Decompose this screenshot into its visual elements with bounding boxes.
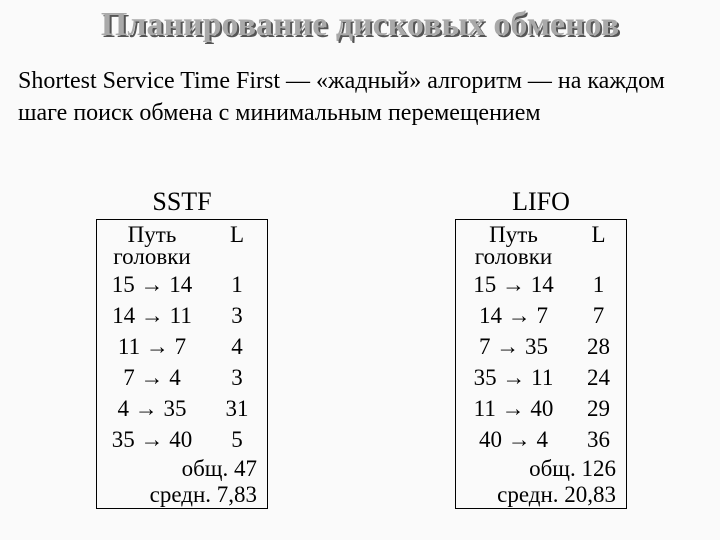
- lifo-path-cell: 35 → 11: [473, 364, 554, 390]
- table-row: [456, 424, 627, 455]
- sstf-path-cell: 15 → 14: [111, 272, 193, 298]
- table-row: [97, 301, 268, 332]
- table-row: [456, 270, 627, 301]
- lifo-l-cell: 29: [587, 395, 610, 421]
- sstf-header-path: Путь головки: [113, 222, 191, 269]
- page-title: Планирование дисковых обменов: [100, 6, 620, 43]
- table-row: [456, 331, 627, 362]
- table-row: [97, 393, 268, 424]
- intro-text: Shortest Service Time First — «жадный» алгоритм — на каждом шаге поиск обмена с минимальным перемещением: [18, 68, 665, 126]
- lifo-path-cell: 40 → 4: [479, 426, 548, 452]
- lifo-header-path: Путь головки: [474, 222, 553, 269]
- sstf-path-cell: 4 → 35: [117, 395, 187, 421]
- table-row: [97, 424, 268, 455]
- lifo-path-cell: 11 → 40: [473, 395, 554, 421]
- lifo-l-cell: 28: [587, 333, 610, 359]
- sstf-l-cell: 1: [231, 272, 243, 298]
- lifo-total: общ. 126: [529, 456, 616, 482]
- sstf-caption: SSTF: [152, 187, 212, 216]
- sstf-l-cell: 31: [225, 395, 249, 421]
- table-row: [97, 270, 268, 301]
- lifo-caption: LIFO: [512, 187, 570, 216]
- sstf-path-cell: 35 → 40: [111, 426, 193, 452]
- sstf-path-cell: 7 → 4: [123, 364, 181, 390]
- table-row: [97, 362, 268, 393]
- sstf-total: общ. 47: [181, 456, 257, 482]
- sstf-table: [96, 219, 268, 509]
- lifo-average: средн. 20,83: [497, 482, 616, 508]
- sstf-header-l: L: [229, 222, 245, 247]
- sstf-path-cell: 11 → 7: [117, 333, 187, 359]
- lifo-l-cell: 36: [587, 426, 610, 452]
- sstf-l-cell: 3: [231, 364, 243, 390]
- table-row: [456, 301, 627, 332]
- table-row: [97, 331, 268, 362]
- lifo-header-l: L: [591, 222, 606, 247]
- sstf-average: средн. 7,83: [149, 482, 257, 508]
- sstf-l-cell: 5: [231, 426, 243, 452]
- lifo-path-cell: 14 → 7: [479, 302, 548, 328]
- lifo-l-cell: 24: [587, 364, 610, 390]
- sstf-path-cell: 14 → 11: [112, 302, 192, 328]
- lifo-table: [455, 219, 627, 509]
- sstf-l-cell: 3: [231, 302, 243, 328]
- table-row: [456, 393, 627, 424]
- table-row: [456, 362, 627, 393]
- sstf-l-cell: 4: [231, 333, 243, 359]
- lifo-l-cell: 7: [592, 302, 605, 328]
- lifo-l-cell: 1: [592, 272, 605, 298]
- lifo-path-cell: 7 → 35: [479, 333, 548, 359]
- lifo-path-cell: 15 → 14: [473, 272, 554, 298]
